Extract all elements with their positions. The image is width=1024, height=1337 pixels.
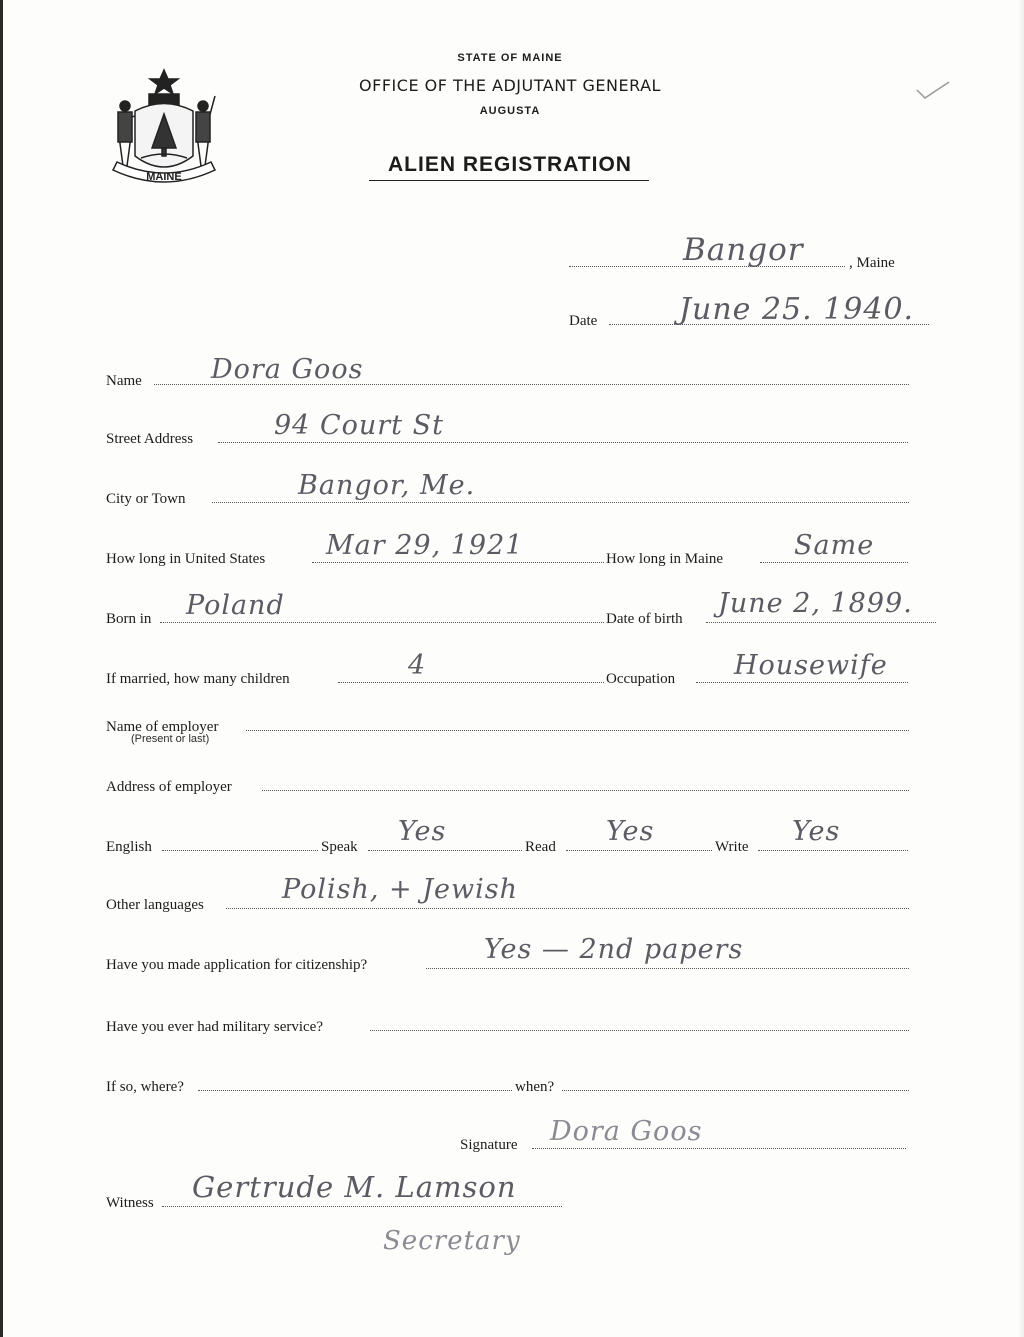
form-title: ALIEN REGISTRATION — [388, 153, 632, 176]
how-long-maine-line — [760, 562, 908, 563]
when-label: when? — [515, 1079, 555, 1095]
residence-duration-row — [106, 530, 911, 570]
signature-label: Signature — [460, 1137, 518, 1153]
born-in-line — [160, 622, 604, 623]
other-languages-line — [226, 908, 909, 909]
city-value: Bangor, Me. — [298, 470, 476, 501]
page-edge-shadow — [1019, 0, 1024, 1337]
military-line — [370, 1030, 909, 1031]
signature-row — [460, 1116, 910, 1156]
occupation-label: Occupation — [606, 671, 676, 687]
how-long-us-label: How long in United States — [106, 551, 266, 567]
how-long-us-line — [312, 562, 604, 563]
signature-value: Dora Goos — [550, 1116, 703, 1147]
write-value: Yes — [792, 816, 841, 847]
witness-title: Secretary — [383, 1226, 521, 1256]
name-value: Dora Goos — [211, 354, 364, 385]
witness-row — [106, 1170, 566, 1214]
write-line — [758, 850, 908, 851]
english-row — [106, 816, 911, 858]
date-of-birth-value: June 2, 1899. — [718, 588, 913, 619]
citizenship-value: Yes — 2nd papers — [484, 934, 744, 965]
place-value: Bangor — [683, 232, 804, 268]
other-languages-value: Polish, + Jewish — [282, 874, 519, 905]
birth-row — [106, 588, 936, 630]
born-in-label: Born in — [106, 611, 152, 627]
family-row — [106, 650, 911, 690]
street-row — [106, 410, 911, 450]
children-label: If married, how many children — [106, 671, 290, 687]
born-in-value: Poland — [186, 590, 285, 621]
employer-address-row — [106, 772, 911, 798]
children-value: 4 — [408, 650, 427, 681]
how-long-us-value: Mar 29, 1921 — [326, 530, 524, 561]
how-long-maine-value: Same — [794, 530, 875, 561]
street-value: 94 Court St — [274, 410, 444, 441]
write-label: Write — [715, 839, 749, 855]
citizenship-row — [106, 934, 911, 976]
citizenship-line — [426, 968, 909, 969]
header-city: AUGUSTA — [479, 105, 541, 117]
signature-line — [532, 1148, 906, 1149]
employer-name-sublabel: (Present or last) — [131, 733, 210, 745]
citizenship-label: Have you made application for citizenship? — [106, 957, 368, 973]
military-row — [106, 1012, 911, 1038]
how-long-maine-label: How long in Maine — [606, 551, 724, 567]
speak-line — [368, 850, 522, 851]
date-value: June 25. 1940. — [679, 292, 915, 327]
witness-line — [162, 1206, 562, 1207]
employer-address-label: Address of employer — [106, 779, 232, 795]
place-row — [563, 232, 923, 274]
street-line — [218, 442, 908, 443]
employer-address-line — [262, 790, 909, 791]
street-label: Street Address — [106, 431, 194, 447]
read-line — [566, 850, 712, 851]
date-row — [563, 292, 933, 332]
english-label: English — [106, 839, 152, 855]
name-label: Name — [106, 373, 142, 389]
witness-label: Witness — [106, 1195, 154, 1211]
where-label: If so, where? — [106, 1079, 184, 1095]
witness-value: Gertrude M. Lamson — [192, 1170, 517, 1204]
other-languages-row — [106, 874, 911, 916]
employer-name-row — [106, 712, 911, 738]
other-languages-label: Other languages — [106, 897, 204, 913]
city-label: City or Town — [106, 491, 186, 507]
service-where-row — [106, 1072, 911, 1098]
occupation-value: Housewife — [734, 650, 888, 681]
header-state: STATE OF MAINE — [457, 52, 563, 64]
name-row — [106, 354, 911, 392]
english-line — [162, 850, 318, 851]
military-label: Have you ever had military service? — [106, 1019, 323, 1035]
occupation-line — [696, 682, 908, 683]
where-line — [198, 1090, 512, 1091]
seal-text: MAINE — [146, 171, 182, 183]
header-office: OFFICE OF THE ADJUTANT GENERAL — [359, 76, 661, 95]
date-label: Date — [569, 313, 598, 329]
employer-name-label: Name of employer — [106, 719, 219, 735]
date-of-birth-label: Date of birth — [606, 611, 683, 627]
when-line — [562, 1090, 909, 1091]
place-suffix: , Maine — [849, 255, 895, 271]
title-underline — [369, 180, 649, 181]
employer-name-line — [246, 730, 909, 731]
speak-label: Speak — [321, 839, 358, 855]
city-line — [212, 502, 909, 503]
read-value: Yes — [606, 816, 655, 847]
children-line — [338, 682, 604, 683]
date-of-birth-line — [706, 622, 936, 623]
speak-value: Yes — [398, 816, 447, 847]
city-row — [106, 470, 911, 510]
read-label: Read — [525, 839, 556, 855]
